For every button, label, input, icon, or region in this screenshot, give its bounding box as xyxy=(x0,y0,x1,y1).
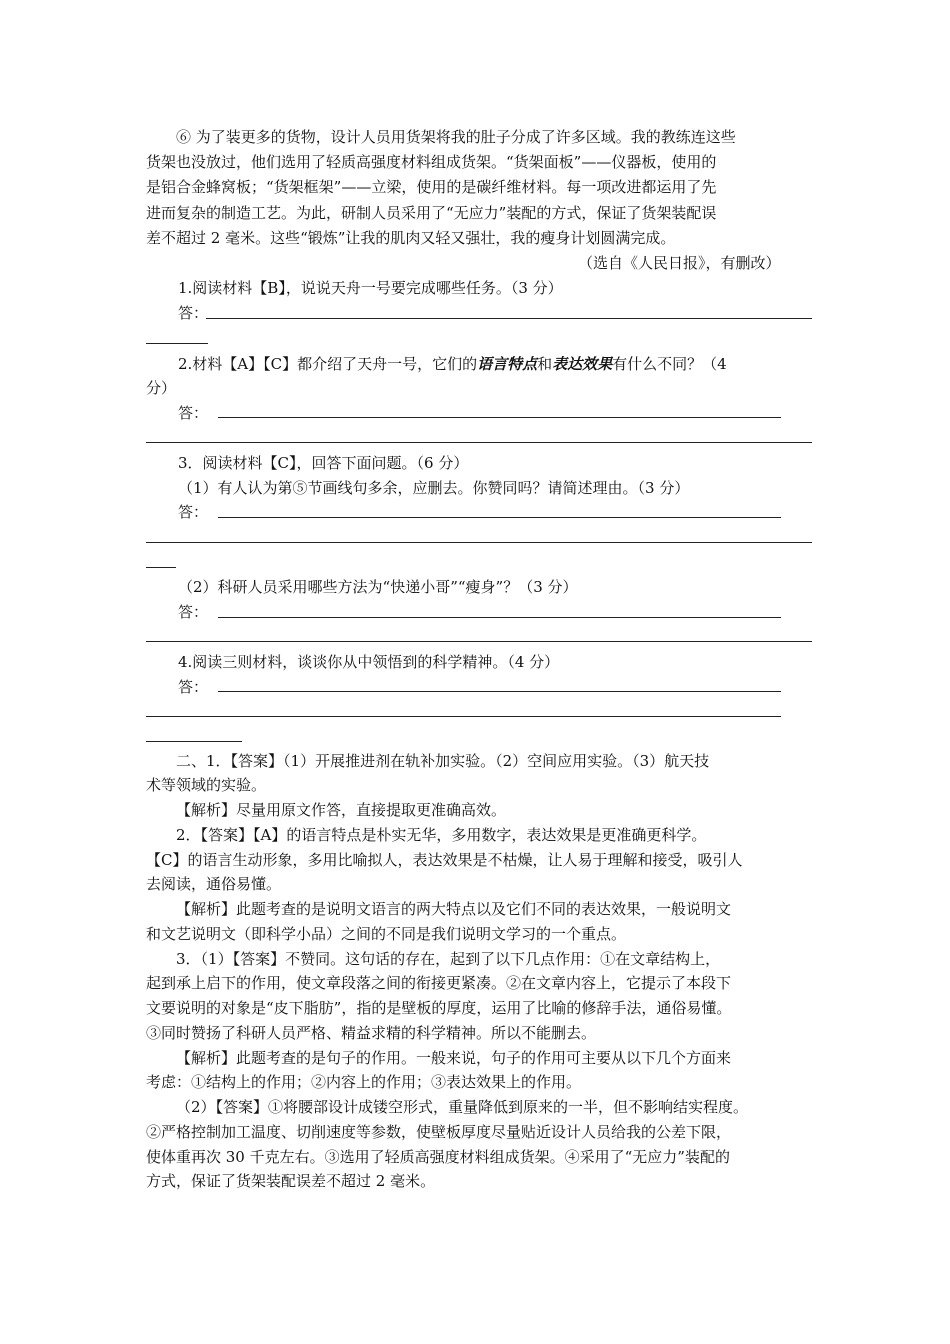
answer-line xyxy=(146,567,176,568)
emphasis-language-features: 语言特点 xyxy=(477,355,538,373)
question-4: 4.阅读三则材料，谈谈你从中领悟到的科学精神。（4 分） xyxy=(178,653,560,671)
passage-line: 进而复杂的制造工艺。为此，研制人员采用了“无应力”装配的方式，保证了货架装配误 xyxy=(146,204,717,222)
answer-text-line: 和文艺说明文（即科学小品）之间的不同是我们说明文学习的一个重点。 xyxy=(146,925,627,943)
answer-text-line: ②严格控制加工温度、切削速度等参数，使壁板厚度尽量贴近设计人员给我的公差下限， xyxy=(146,1123,732,1141)
answer-text-line: 起到承上启下的作用，使文章段落之间的衔接更紧凑。②在文章内容上，它提示了本段下 xyxy=(146,974,732,992)
answer-line xyxy=(146,716,781,717)
answer-text-line: 3．（1）【答案】不赞同。这句话的存在，起到了以下几点作用：①在文章结构上， xyxy=(176,950,721,968)
answer-label: 答： xyxy=(178,404,209,422)
answer-label: 答： xyxy=(178,678,209,696)
emphasis-expression-effect: 表达效果 xyxy=(552,355,613,373)
answer-text-line: 2．【答案】【A】的语言特点是朴实无华，多用数字，表达效果是更准确更科学。 xyxy=(176,826,707,844)
passage-line: 是铝合金蜂窝板；“货架框架”——立梁，使用的是碳纤维材料。每一项改进都运用了先 xyxy=(146,178,717,196)
question-2: 2.材料【A】【C】都介绍了天舟一号，它们的语言特点和表达效果有什么不同？（4 xyxy=(178,355,727,373)
passage-source: （选自《人民日报》，有删改） xyxy=(578,254,781,272)
answer-line xyxy=(146,442,812,443)
answer-line xyxy=(146,542,812,543)
answer-line xyxy=(218,517,781,518)
passage-line: 差不超过 2 毫米。这些“锻炼”让我的肌肉又轻又强壮，我的瘦身计划圆满完成。 xyxy=(146,229,676,247)
answer-line xyxy=(146,741,242,742)
answer-label: 答： xyxy=(178,503,209,521)
answer-text-line: 方式，保证了货架装配误差不超过 2 毫米。 xyxy=(146,1172,436,1190)
answer-label: 答： xyxy=(178,304,209,322)
question-3: 3．阅读材料【C】，回答下面问题。（6 分） xyxy=(178,454,469,472)
answer-text-line: 二、1．【答案】（1）开展推进剂在轨补加实验。（2）空间应用实验。（3）航天技 xyxy=(176,752,710,770)
question-3-2: （2）科研人员采用哪些方法为“快递小哥”“瘦身”？（3 分） xyxy=(178,578,578,596)
answer-text-line: 【解析】尽量用原文作答，直接提取更准确高效。 xyxy=(176,801,507,819)
answer-text-line: ③同时赞扬了科研人员严格、精益求精的科学精神。所以不能删去。 xyxy=(146,1024,597,1042)
passage-line: 货架也没放过，他们选用了轻质高强度材料组成货架。“货架面板”——仪器板，使用的 xyxy=(146,153,717,171)
answer-label: 答： xyxy=(178,603,209,621)
answer-line xyxy=(146,641,812,642)
answer-text-line: （2）【答案】①将腰部设计成镂空形式，重量降低到原来的一半，但不影响结实程度。 xyxy=(176,1098,749,1116)
answer-text-line: 文要说明的对象是“皮下脂肪”，指的是壁板的厚度，运用了比喻的修辞手法，通俗易懂。 xyxy=(146,999,732,1017)
answer-text-line: 去阅读，通俗易懂。 xyxy=(146,875,282,893)
answer-text-line: 【解析】此题考查的是说明文语言的两大特点以及它们不同的表达效果，一般说明文 xyxy=(176,900,732,918)
answer-text-line: 考虑：①结构上的作用；②内容上的作用；③表达效果上的作用。 xyxy=(146,1073,582,1091)
question-1: 1.阅读材料【B】，说说天舟一号要完成哪些任务。（3 分） xyxy=(178,279,563,297)
answer-line xyxy=(218,417,781,418)
answer-text-line: 术等领域的实验。 xyxy=(146,776,267,794)
answer-text-line: 使体重再次 30 千克左右。③选用了轻质高强度材料组成货架。④采用了“无应力”装配的 xyxy=(146,1148,730,1166)
question-3-1: （1）有人认为第⑤节画线句多余，应删去。你赞同吗？请简述理由。（3 分） xyxy=(178,479,690,497)
question-2-continued: 分） xyxy=(146,379,177,397)
answer-line xyxy=(146,343,208,344)
passage-line: ⑥ 为了装更多的货物，设计人员用货架将我的肚子分成了许多区域。我的教练连这些 xyxy=(176,128,736,146)
answer-line xyxy=(206,318,812,319)
answer-line xyxy=(218,617,781,618)
answer-text-line: 【解析】此题考查的是句子的作用。一般来说，句子的作用可主要从以下几个方面来 xyxy=(176,1049,732,1067)
answer-line xyxy=(218,691,781,692)
answer-text-line: 【C】的语言生动形象，多用比喻拟人，表达效果是不枯燥，让人易于理解和接受，吸引人 xyxy=(146,851,743,869)
